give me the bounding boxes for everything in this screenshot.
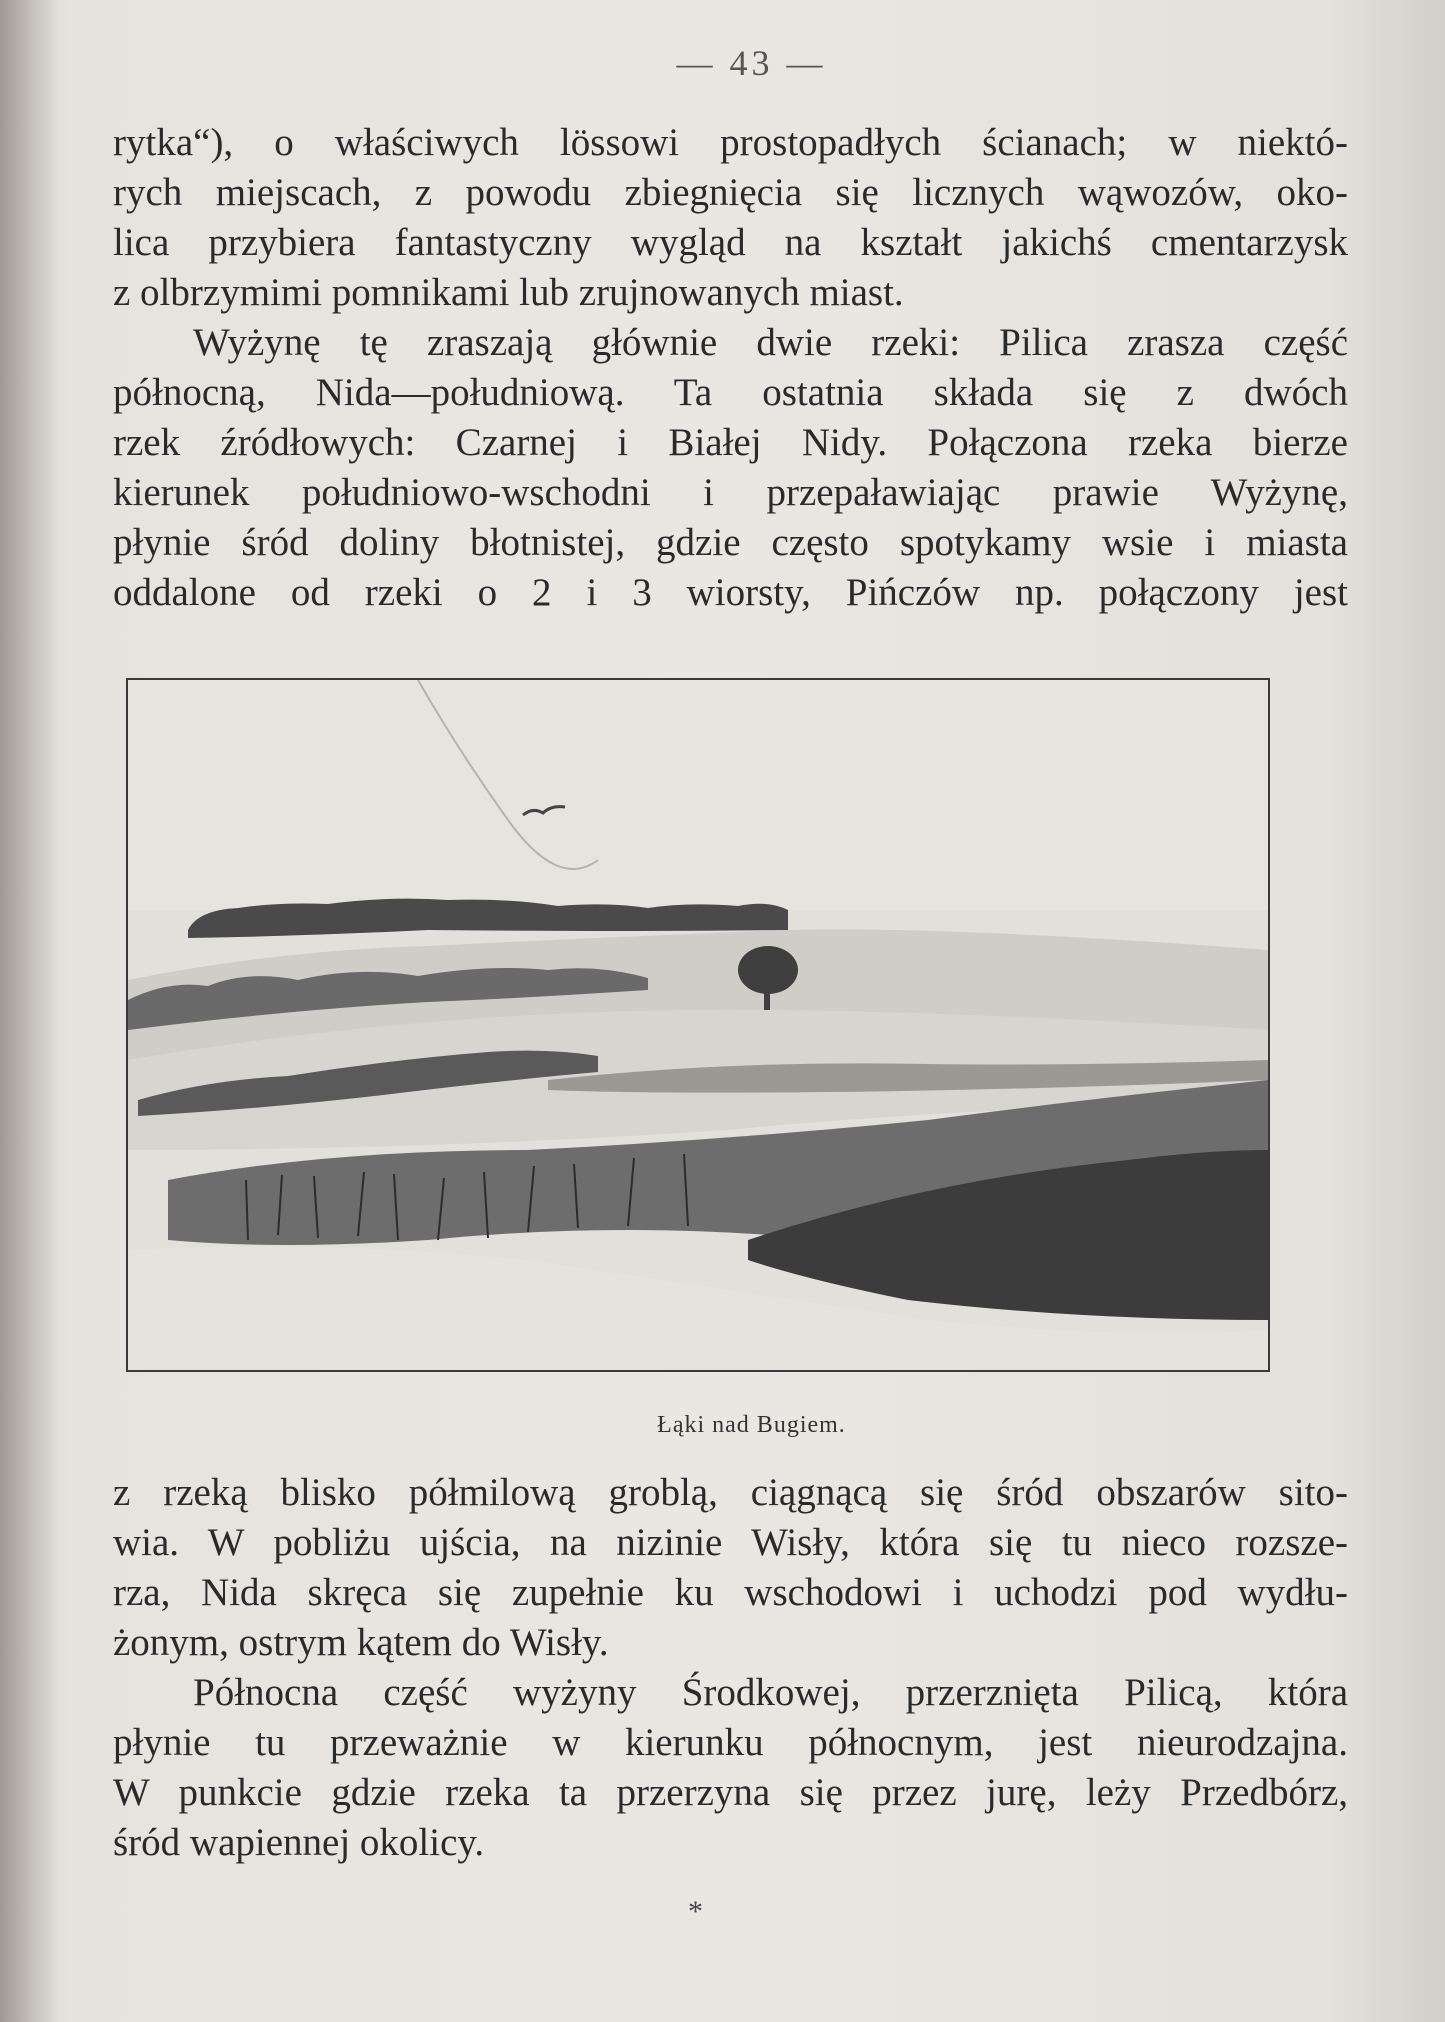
paragraph-2 — [113, 318, 1348, 618]
book-page — [58, 0, 1445, 2022]
text-line: rza, Nida skręca się zupełnie ku wschodowi i uchodzi pod wydłu- — [113, 1571, 1348, 1614]
text-line: rych miejscach, z powodu zbiegnięcia się licznych wąwozów, oko- — [113, 171, 1348, 214]
text-line: płynie tu przeważnie w kierunku północnym, jest nieurodzajna. — [113, 1721, 1348, 1764]
text-block-bottom — [113, 1468, 1348, 1868]
text-line: Północna część wyżyny Środkowej, przerznięta Pilicą, która — [193, 1671, 1348, 1714]
text-line: lica przybiera fantastyczny wygląd na kształt jakichś cmentarzysk — [113, 221, 1348, 264]
text-line: Wyżynę tę zraszają głównie dwie rzeki: Pilica zrasza część — [193, 321, 1348, 364]
text-line: oddalone od rzeki o 2 i 3 wiorsty, Pińczów np. połączony jest — [113, 571, 1348, 614]
text-block-top — [113, 118, 1348, 618]
paragraph-4 — [113, 1668, 1348, 1868]
text-line: kierunek południowo-wschodni i przepaławiając prawie Wyżynę, — [113, 471, 1348, 514]
text-line: z olbrzymimi pomnikami lub zrujnowanych miast. — [113, 271, 904, 314]
signature-mark: * — [688, 1895, 703, 1928]
text-line: północną, Nida—południową. Ta ostatnia składa się z dwóch — [113, 371, 1348, 414]
figure-caption: Łąki nad Bugiem. — [657, 1412, 846, 1438]
landscape-illustration — [126, 678, 1270, 1372]
page-number: — 43 — — [676, 43, 827, 83]
text-line: żonym, ostrym kątem do Wisły. — [113, 1621, 609, 1664]
text-line: z rzeką blisko półmilową groblą, ciągnącą się śród obszarów sito- — [113, 1471, 1348, 1514]
text-line: wia. W pobliżu ujścia, na nizinie Wisły, która się tu nieco rozsze- — [113, 1521, 1348, 1564]
text-line: W punkcie gdzie rzeka ta przerzyna się przez jurę, leży Przedbórz, — [113, 1771, 1348, 1814]
text-line: płynie śród doliny błotnistej, gdzie często spotykamy wsie i miasta — [113, 521, 1348, 564]
book-gutter — [0, 0, 58, 2022]
paragraph-1 — [113, 118, 1348, 318]
paragraph-3 — [113, 1468, 1348, 1668]
text-line: rytka“), o właściwych lössowi prostopadłych ścianach; w niektó- — [113, 121, 1348, 164]
text-line: rzek źródłowych: Czarnej i Białej Nidy. Połączona rzeka bierze — [113, 421, 1348, 464]
text-line: śród wapiennej okolicy. — [113, 1821, 485, 1864]
